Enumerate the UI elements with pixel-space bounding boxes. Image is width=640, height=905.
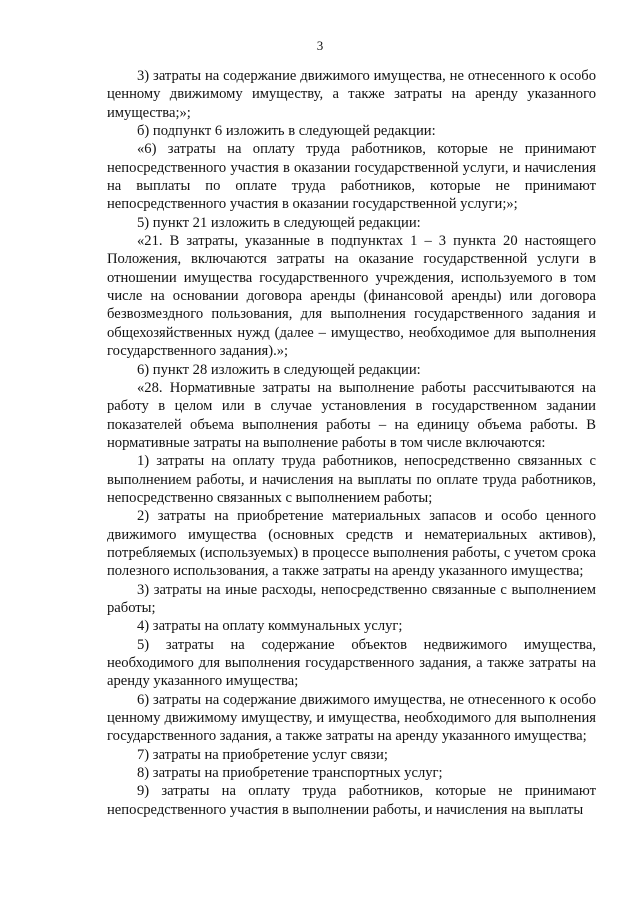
paragraph-6: 6) пункт 28 изложить в следующей редакции: (137, 361, 421, 378)
paragraph-15: 8) затраты на приобретение транспортных услуг; (137, 765, 443, 782)
paragraph-13: 6) затраты на содержание движимого имущества, не отнесенного к особо ценному движимому имуществу, и имущества, необходимого для выполнения государственного задания, а также затраты на аренду указанного имущества; (107, 691, 596, 745)
paragraph-5: «21. В затраты, указанные в подпунктах 1 – 3 пункта 20 настоящего Положения, включаются затраты на оказание государственной услуги в отношении имущества государственного учреждения, используемого в том числе на основании договора аренды (финансовой аренды) или договора безвозмездного пользования, для выполнения государственного задания и общехозяйственных нужд (далее – имущество, необходимое для выполнения государственного задания).»; (107, 233, 596, 360)
paragraph-4: 5) пункт 21 изложить в следующей редакции: (137, 214, 421, 231)
paragraph-10: 3) затраты на иные расходы, непосредственно связанные с выполнением работы; (107, 581, 596, 616)
paragraph-14: 7) затраты на приобретение услуг связи; (137, 746, 388, 763)
page-number: 3 (316, 38, 324, 53)
paragraph-16: 9) затраты на оплату труда работников, которые не принимают непосредственного участия в выполнении работы, и начисления на выплаты (107, 783, 596, 818)
document-body (107, 67, 596, 819)
paragraph-8: 1) затраты на оплату труда работников, непосредственно связанных с выполнением работы, и начисления на выплаты по оплате труда работников, непосредственно связанных с выполнением работы; (107, 453, 596, 506)
paragraph-7: «28. Нормативные затраты на выполнение работы рассчитываются на работу в целом или в случае установления в государственном задании показателей объема выполнения работы – на единицу объема работы. В нормативные затраты на выполнение работы в том числе включаются: (107, 379, 596, 451)
paragraph-9: 2) затраты на приобретение материальных запасов и особо ценного движимого имущества (основных средств и нематериальных активов), потребляемых (используемых) в процессе выполнения работы, с учетом срока полезного использования, а также затраты на аренду указанного имущества; (107, 508, 596, 580)
paragraph-3: «6) затраты на оплату труда работников, которые не принимают непосредственного участия в оказании государственной услуги, и начисления на выплаты по оплате труда работников, которые не принимают непосредственного участия в оказании государственной услуги;»; (107, 141, 596, 213)
paragraph-2: б) подпункт 6 изложить в следующей редакции: (137, 123, 436, 140)
paragraph-12: 5) затраты на содержание объектов недвижимого имущества, необходимого для выполнения государственного задания, а также затраты на аренду указанного имущества; (107, 636, 596, 690)
paragraph-1: 3) затраты на содержание движимого имущества, не отнесенного к особо ценному движимому имуществу, а также затраты на аренду указанного имущества;»; (107, 68, 596, 121)
paragraph-11: 4) затраты на оплату коммунальных услуг; (137, 618, 403, 635)
